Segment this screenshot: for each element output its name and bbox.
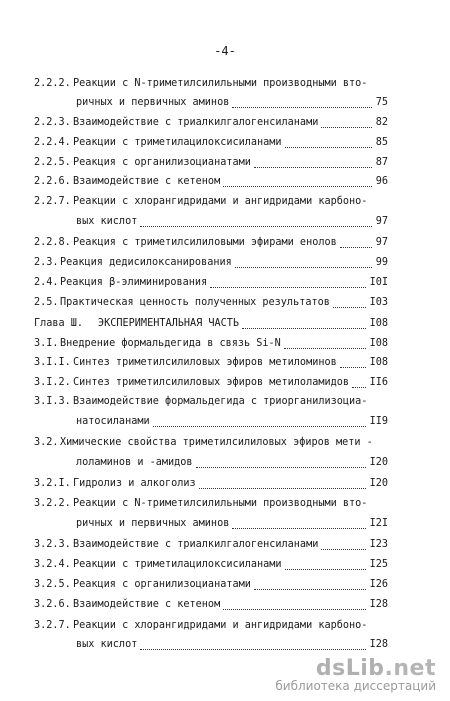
toc-entry-page: I0I [369,277,388,288]
toc-entry-page: 87 [375,157,388,168]
toc-leader-dots [140,226,371,227]
toc-entry-number: 2.2.3. [34,117,71,128]
toc-entry-number: 3.2. [34,437,59,448]
toc-entry-page: I2I [369,518,388,529]
watermark-subtitle: библиотека диссертаций [275,679,436,693]
watermark-logo [275,656,436,681]
toc-entry-title: Реакции с хлорангидридами и ангидридами карбоно- [73,620,368,631]
toc-leader-dots [196,467,366,468]
toc-entry-page: I28 [369,639,388,650]
toc-leader-dots [254,589,366,590]
toc-entry-title: Химические свойства триметилсилиловых эфиров мети - [60,437,373,448]
toc-entry-number: 3.I.2. [34,377,71,388]
toc-entry-title: Синтез триметилсилиловых эфиров метиломинов [73,357,337,368]
toc-entry-number: 2.2.7. [34,196,71,207]
toc-entry-number: 3.2.3. [34,539,71,550]
page-number: -4- [214,44,236,58]
toc-entry-page: 85 [375,137,388,148]
toc-entry-title: Внедрение формальдегида в связь Si-N [60,338,281,349]
toc-entry-page: 97 [375,237,388,248]
toc-entry-title: Реакции с хлорангидридами и ангидридами карбоно- [73,196,368,207]
toc-entry-page: I08 [369,338,388,349]
toc-entry-number: 2.3. [34,257,59,268]
toc-leader-dots [223,609,365,610]
toc-entry-title: Реакции с N-триметилсилильными производными вто- [73,78,368,89]
toc-entry-page: II6 [369,377,388,388]
toc-entry-page: 96 [375,176,388,187]
toc-entry-title: Реакция дедисилоксанирования [60,257,232,268]
toc-entry-page: I25 [369,559,388,570]
toc-leader-dots [340,247,372,248]
toc-entry-number: 3.I. [34,338,59,349]
toc-entry-number: 3.2.6. [34,599,71,610]
toc-entry-title: Реакция с органилизоцианатами [73,157,251,168]
toc-entry-number: 2.2.5. [34,157,71,168]
toc-leader-dots [153,426,366,427]
toc-entry-title: ричных и первичных аминов [76,97,230,108]
toc-entry-title: ЭКСПЕРИМЕНТАЛЬНАЯ ЧАСТЬ [98,318,240,329]
toc-entry-number: 3.2.4. [34,559,71,570]
toc-leader-dots [223,186,372,187]
toc-entry-title: Реакция с органилизоцианатами [73,579,251,590]
toc-leader-dots [352,387,366,388]
toc-leader-dots [232,528,365,529]
toc-entry-title: ричных и первичных аминов [76,518,230,529]
toc-leader-dots [321,549,365,550]
toc-entry-page: 97 [375,216,388,227]
watermark-tld: .net [384,656,436,681]
toc-leader-dots [333,307,366,308]
toc-entry-page: I08 [369,318,388,329]
toc-entry-number: 2.2.2. [34,78,71,89]
toc-entry-title: Гидролиз и алкоголиз [73,478,196,489]
toc-leader-dots [242,328,366,329]
toc-leader-dots [199,488,366,489]
toc-entry-title: Взаимодействие с кетеном [73,599,221,610]
toc-entry-page: I28 [369,599,388,610]
toc-entry-title: Реакции с N-триметилсилильными производными вто- [73,498,368,509]
toc-leader-dots [235,267,372,268]
toc-leader-dots [340,367,366,368]
toc-entry-number: Глава Ш. [34,318,84,329]
toc-leader-dots [254,167,372,168]
toc-entry-title: Взаимодействие с триалкилгалогенсиланами [73,539,319,550]
toc-entry-number: 2.2.4. [34,137,71,148]
toc-entry-title: Взаимодействие с кетеном [73,176,221,187]
toc-entry-title: Взаимодействие формальдегида с триорганилизоциа- [73,396,368,407]
toc-entry-number: 2.2.6. [34,176,71,187]
toc-entry-title: вых кислот [76,216,138,227]
toc-entry-number: 3.I.3. [34,396,71,407]
toc-leader-dots [285,569,366,570]
toc-entry-title: Реакции с триметилацилоксисиланами [73,137,282,148]
toc-entry-title: Реакция с триметилсилиловыми эфирами енолов [73,237,337,248]
toc-entry-title: лоламинов и -амидов [76,457,193,468]
toc-entry-page: 82 [375,117,388,128]
toc-entry-page: 75 [375,97,388,108]
toc-entry-number: 2.4. [34,277,59,288]
toc-leader-dots [284,348,366,349]
toc-entry-number: 3.2.7. [34,620,71,631]
toc-entry-title: Практическая ценность полученных результатов [60,297,330,308]
toc-leader-dots [321,127,371,128]
toc-entry-number: 3.2.5. [34,579,71,590]
watermark-brand: dsLib [315,656,385,681]
toc-entry-page: I26 [369,579,388,590]
toc-entry-number: 3.2.2. [34,498,71,509]
toc-entry-page: I08 [369,357,388,368]
toc-entry-page: 99 [375,257,388,268]
toc-entry-title: Реакции с триметилацилоксисиланами [73,559,282,570]
toc-entry-title: натосиланами [76,416,150,427]
toc-entry-number: 3.2.I. [34,478,71,489]
toc-entry-page: I23 [369,539,388,550]
toc-entry-page: I20 [369,478,388,489]
toc-entry-page: I03 [369,297,388,308]
toc-leader-dots [232,107,371,108]
toc-leader-dots [140,649,365,650]
toc-entry-number: 2.5. [34,297,59,308]
toc-leader-dots [285,147,372,148]
toc-entry-title: вых кислот [76,639,138,650]
watermark [275,656,436,693]
toc-entry-title: Синтез триметилсилиловых эфиров метилоламидов [73,377,350,388]
toc-entry-number: 2.2.8. [34,237,71,248]
toc-entry-title: Взаимодействие с триалкилгалогенсиланами [73,117,319,128]
toc-entry-page: I20 [369,457,388,468]
toc-entry-number: 3.I.I. [34,357,71,368]
toc-leader-dots [210,287,365,288]
toc-entry-title: Реакция β-элиминирования [60,277,208,288]
toc-entry-page: II9 [369,416,388,427]
